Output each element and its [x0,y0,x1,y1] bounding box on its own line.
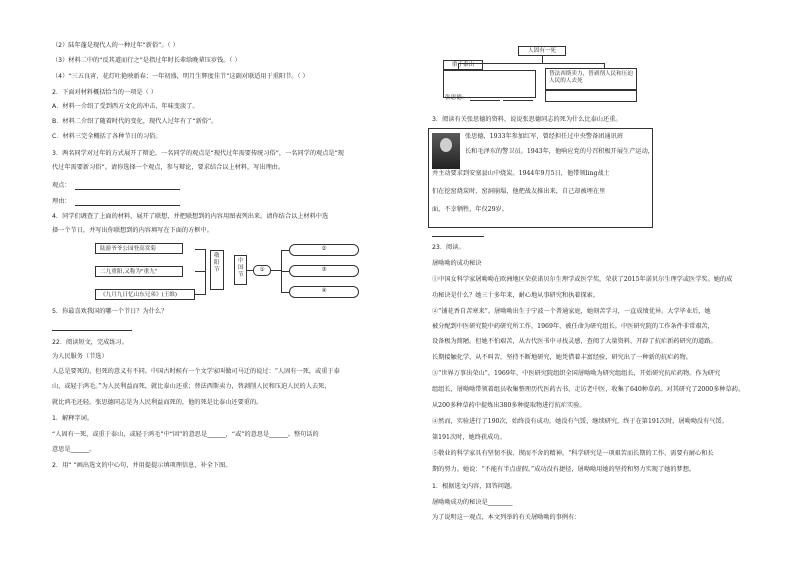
passage-22-line1: 人总是要死的，但死的意义有不同。中国古时候有一个文学家叫做司马迁的说过：“人固有一死，或重于泰 [52,368,340,375]
question-3-statement: （3）材料二中的“反其道而行之”是指过年时长辈给晚辈压岁钱。（ ） [52,57,241,64]
diagram-left-box-1: 陆游爷爷公园登高赏菊 [95,243,183,254]
passage-23-line9: 从200多种草药中提炼出380多种提取物进行抗疟实验。 [432,402,586,409]
zhangside-answer-line-2[interactable] [503,100,533,101]
diagram-faxisi-answer-box[interactable] [545,90,637,102]
passage-23-line8: 组组长，屠呦呦带领着组员收集整理历代医药古书，走访老中医，收集了640种草药。对其研究了2000多种草药。 [432,386,745,393]
passage-23-line7: ③“世界万事出荣山”。1969年，中医研究院组织全国屠呦呦为研究组组长，开始研究抗疟药物。作为研究 [432,370,721,377]
choice-c: C．材料三完全概括了各种节日的习俗。 [52,133,162,140]
choice-b: B．材料二介绍了随着时代的变化，现代人过年有了“新俗”。 [52,118,218,125]
question-4-statement: （4）“三五良宵，花灯吐艳映新春；一年初盛，明月生辉度佳节”这副对联适用于重阳节。（ ） [52,73,309,80]
passage-23-line4: 被分配到中医研究院中药研究所工作，1969年，被任命为研究组长。中医研究院的工作条件非常艰苦， [432,323,714,330]
diagram-left-box-3: 《九月九日忆山东兄弟》(王维) [95,289,195,300]
bio-line5: 面，不幸牺牲，年仅29岁。 [432,206,508,213]
diagram-faxisi-box: 替法西斯卖力，替剥削人民和压迫人民的人去死 [545,68,637,90]
passage-23-line10: ④然而，实验进行了190次，始终没有成功。她没有气馁，继续研究，终于在第191次时，屠呦呦没有气馁。 [432,418,728,425]
q23-1-secret: 屠呦呦成功的秘诀是________ [432,499,513,506]
zhangside-answer-line-1[interactable] [470,100,500,101]
q23-1-examples: 为了说明这一观点，本文列举的有关屠呦呦的事例有： [432,514,581,521]
passage-23-line13: 期的努力。她说：“不能有半点虚假。”成功没有捷径，屠呦呦用她的坚持和努力实现了她的梦想。 [432,466,696,473]
passage-23-line5: 设备极为简陋。但她不怕艰苦，从古代医书中寻找灵感，查阅了大量资料，开辟了抗疟新药研究的道路。 [432,338,717,345]
passage-23-line6: 长期接触化学，从不叫苦，坚持不断地研究，她凭借着丰富经验，研究出了一种新的抗疟药物。 [432,354,692,361]
diagram-festival-box: 敬阳节 [210,250,224,290]
diagram-left-box-2: 二九重阳,又称为"重九" [95,266,183,277]
diagram-circle-1[interactable]: ① [253,265,271,276]
passage-22-line3: 就比鸿毛还轻。张思德同志是为人民利益而死的，他的死是比泰山还要重的。 [52,399,263,406]
exercise-1-heading: 1．解释字词。 [52,415,94,422]
section-23-heading: 23．阅读。 [432,244,465,251]
diagram-answer-2[interactable]: ② [289,244,359,256]
favorite-festival-answer-line[interactable] [52,330,132,331]
diagram-answer-3[interactable]: ③ [289,265,359,277]
passage-22-title: 为人民服务（节选） [52,353,108,360]
q23-1-heading: 1．根据选文内容，回答问题。 [432,483,517,490]
passage-23-line12: ⑤敬业的科学家具有坚韧不拔、锲而不舍的精神。“科学研究是一项艰苦而长期的工作，需要有耐心和长 [432,450,714,457]
passage-23-line3: ②“铺花香自苦寒来”。屠呦呦出生于宁波一个普通家庭，她刻苦学习，一直成绩优异。大学毕业后，她 [432,308,711,315]
passage-23-line11: 第191次时，她终获成功。 [432,434,506,441]
favorite-festival-question: 5．你最喜欢我国的哪一个节日？为什么？ [52,308,168,315]
passage-22-line2: 山，或轻于鸿毛。”为人民利益而死，就比泰山还重；替法西斯卖力，替剥削人民和压迫人民的人去死， [52,383,331,390]
question-2-statement: （2）陆年蓬是现代人的一种过年“新俗”。（ ） [52,42,179,49]
view-answer-line[interactable] [75,189,180,190]
zhangside-label: 张思德： [445,95,468,101]
diagram-china-box: 中国节 [234,255,247,285]
diagram-question-line2: 择一个节日，并写出你联想到的内容填写在下面的方框中。 [52,227,213,234]
question-3-zhangside: 3．阅读有关张思德的资料，说说张思德同志的死为什么比泰山还重。 [432,116,622,123]
debate-question-line1: 3．两名同学对过年的方式展开了辩论，一名同学的观点是“现代过年需要传统习俗”，一名同学的观点是“现 [52,150,344,157]
exercise-1-line1: “人固有一死，或重于泰山，或轻于鸿毛”中“固”的意思是______，“或”的意思是______。整句话的 [52,431,319,438]
bio-line2: 长和毛泽东的警卫员。1943年，他响应党的号召积极开展生产运动， [465,148,654,155]
debate-question-line2: 代过年需要新习俗”。请你选择一个观点，参与辩论，要求结合以上材料，写出理由。 [52,164,285,171]
reason-answer-line[interactable] [75,205,180,206]
section-22-heading: 22．阅读短文，完成练习。 [52,339,128,346]
view-label: 观点： [52,182,71,189]
diagram-answer-4[interactable]: ④ [289,286,359,298]
diagram-taishan-box: 重于泰山 [443,60,483,70]
q3-answer-line[interactable] [432,236,484,237]
passage-23-line2: 功秘诀是什么？她三十多年来，耐心地从事研究和执着探索。 [432,292,600,299]
exercise-1-line2: 意思是______。 [52,446,96,453]
passage-23-title: 屠呦呦的成功秘诀 [432,260,482,267]
bio-line3: 并主动要求到安塞县山中烧炭。1944年9月5日，他带领ling战士 [432,170,610,177]
diagram-question-line1: 4．同学们调查了上面的材料，展开了联想，并把联想到的内容用图表列出来。请你结合以上材料中选 [52,213,329,220]
passage-23-line1: ①中国女科学家屠呦呦在欧洲地区荣获诺贝尔生理学或医学奖，荣获了2015年诺贝尔生理学或医学奖。她的成 [432,276,733,283]
choice-a: A．材料一介绍了受到西方文化的冲击，年味变淡了。 [52,103,199,110]
reason-label: 理由： [52,198,71,205]
diagram-top-box: 人固有一死 [518,46,566,56]
question-choice-stem: 2．下面对材料概括恰当的一项是（ ） [52,89,157,96]
exercise-2-heading: 2．用“ ”画出选文的中心句，并用提提示填项理信息，补全下图。 [52,462,232,469]
zhangside-photo [432,133,460,169]
bio-line4: 们在挖窑烧炭时，窑洞崩塌，他把战友推出来，自己却被埋在里 [432,188,606,195]
bio-line1: 张思德，1933年参加红军，曾经担任过中央警备团通讯班 [465,133,624,140]
